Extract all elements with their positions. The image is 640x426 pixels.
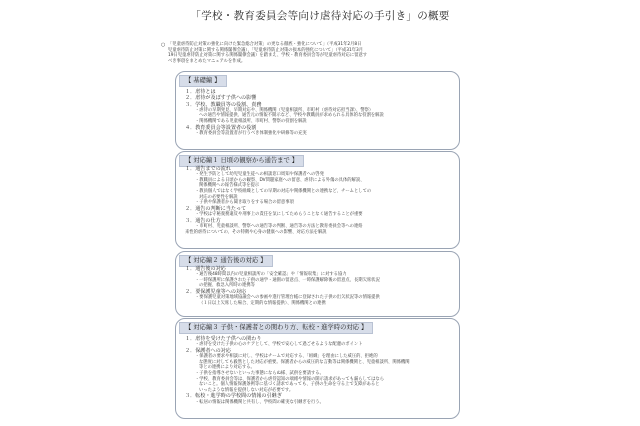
section-line: １．通告までの流れ (185, 166, 231, 172)
section-header: 【 対応編３ 子供・保護者との関わり方、転校・進学時の対応 】 (179, 322, 373, 334)
intro-line: 「児童虐待防止対策の強化に向けた緊急総合対策」の更なる徹底・強化について」（平成31年2月8日 (168, 42, 362, 47)
section-line: ・教職員による日頃からの観察、DV問題家庭への留意、虐待による外傷の具体的解説、 (195, 177, 365, 183)
section-line: ・教員個人ではなく学校組織としての早期の対応や関係機関との連携など、チームとしての (195, 189, 372, 195)
section-line: （１日以上欠席した場合、定期的な情報提供）、関係機関との連携 (199, 300, 326, 306)
intro-line: べき事項をまとめたマニュアルを作成。 (168, 58, 246, 64)
section-line: ・転居の情報は関係機関と共有し、学校間の確実な引継ぎを行う。 (195, 399, 324, 405)
section-line: ２．通告の判断に当たって (185, 205, 247, 212)
section-line: ・学校、教育委員会等は、保護者から虐待認知の端緒や情報の開示請求があっても漏らしてはなら (195, 376, 385, 382)
section-line: ４．教育委員会等設置者の役割 (185, 124, 257, 131)
section-line: の把握、救急入所時の連携等 (199, 283, 255, 289)
section-line: ・子供を指導させないといった事態にならぬ様、試供を要請する。 (195, 370, 324, 376)
section-line: ・通告後48時間以内の児童相談所の「安全確認」や「情報収集」に対する協力 (195, 272, 347, 278)
section-response-2 (175, 251, 460, 317)
section-line: ２．要保護児童等への対応 (185, 289, 247, 296)
section-header: 【 基礎編 】 (179, 75, 227, 87)
intro-line: 児童虐待防止対策に関する関係閣僚会議）、「児童虐待防止対策の抜本的強化について」（平成31年3月 (168, 47, 364, 53)
section-line: 等との連携により対応する。 (199, 365, 255, 371)
section-line: ・市町村、児童相談所、警察への通告等の判断、通告等の方法と教育委員会等への連絡 (195, 224, 363, 230)
section-line: ・要保護児童対策地域協議会への参画や進行管理台帳に登録された子供の出欠状況等の情報提供 (195, 295, 380, 301)
section-line: ・教育委員会等設置者が行うべき体制強化や研修等の充実 (195, 130, 307, 136)
section-line: 関係機関への報告様式等を提示 (199, 183, 260, 189)
section-line: ２．保護者への対応 (185, 347, 231, 354)
section-line: ２．虐待が及ぼす子供への影響 (185, 95, 257, 102)
intro-line: 19日児童虐待防止対策に関する関係閣僚会議）を踏まえ、学校・教育委員会等が児童虐待対応に留意す (168, 53, 368, 59)
bullet-circle-icon: ○ (161, 42, 166, 48)
intro-paragraph (161, 42, 468, 64)
section-line: 来性的虐待についての、その特徴や心身の健康への影響、対応方法を解説 (185, 229, 327, 235)
section-line: ３．通告の仕方 (185, 217, 221, 224)
section-line: ・子供や保護者から聞き取りをする場合の留意事項 (195, 200, 294, 206)
page-title: 「学校・教育委員会等向け虐待対応の手引き」の概要 (190, 10, 450, 22)
section-line: ・虐待を受けた子供の心のケアとして、学校で安心して過ごせるような配慮のポイント (195, 342, 363, 348)
section-line: ３．学校、教職員等の役割、責務 (185, 101, 262, 108)
section-header: 【 対応編２ 通告後の対応 】 (179, 255, 273, 267)
section-line: ・関係機関である児童相談所、市町村、警察の役割を解説 (195, 119, 307, 125)
section-line: １．虐待とは (185, 89, 216, 95)
section-line: ３．転校・進学時の学校間の情報の引継ぎ (185, 393, 282, 400)
section-line: ・一時保護所に保護された子供の通学・通園の留意点、一時保護解除後の留意点、長期欠席状況 (195, 277, 380, 283)
section-line: 対応の必要性を解説 (199, 194, 238, 200)
section-response-1 (175, 151, 460, 249)
section-line: いったような情報を提供しない対応が必要です。 (199, 387, 294, 393)
section-line: １．通告後の対応 (185, 266, 226, 272)
section-line: ないこと。個人情報保護条例等に基づく請求であっても、子供の生命を守る上で支障があると (199, 382, 380, 388)
section-line: ・虐待の早期発見、早期対応や、関係機関（児童相談所、市町村（虐待対応担当課）、警察） (195, 107, 374, 113)
section-header: 【 対応編１ 日頃の観察から通告まで 】 (179, 155, 304, 167)
section-line: ・保護者の要求や相談に対し、学校はチームで対応する、「組織」を理由にした威圧的、拒絶的 (195, 354, 378, 360)
section-line: １．虐待を受けた子供への関わり (185, 336, 262, 342)
section-line: ・発生予防として幼児児童生徒への相談窓口周知や保護者への啓発 (195, 172, 324, 178)
section-basics (175, 71, 460, 150)
section-line: な態度に対しても毅然とした対応が重要。保護者からの威圧的な言動等は関係機関と、児童相談所、関係機関 (199, 359, 410, 365)
section-line: ・学校は守秘義務違反や刑事上の責任を気にしてためらうことなく通告することが重要 (195, 212, 363, 218)
section-response-3 (175, 318, 460, 419)
section-line: への通告や情報提供、通告元の情報不開示など、学校や教職員が求められる具体的な役割を解説 (199, 113, 384, 119)
